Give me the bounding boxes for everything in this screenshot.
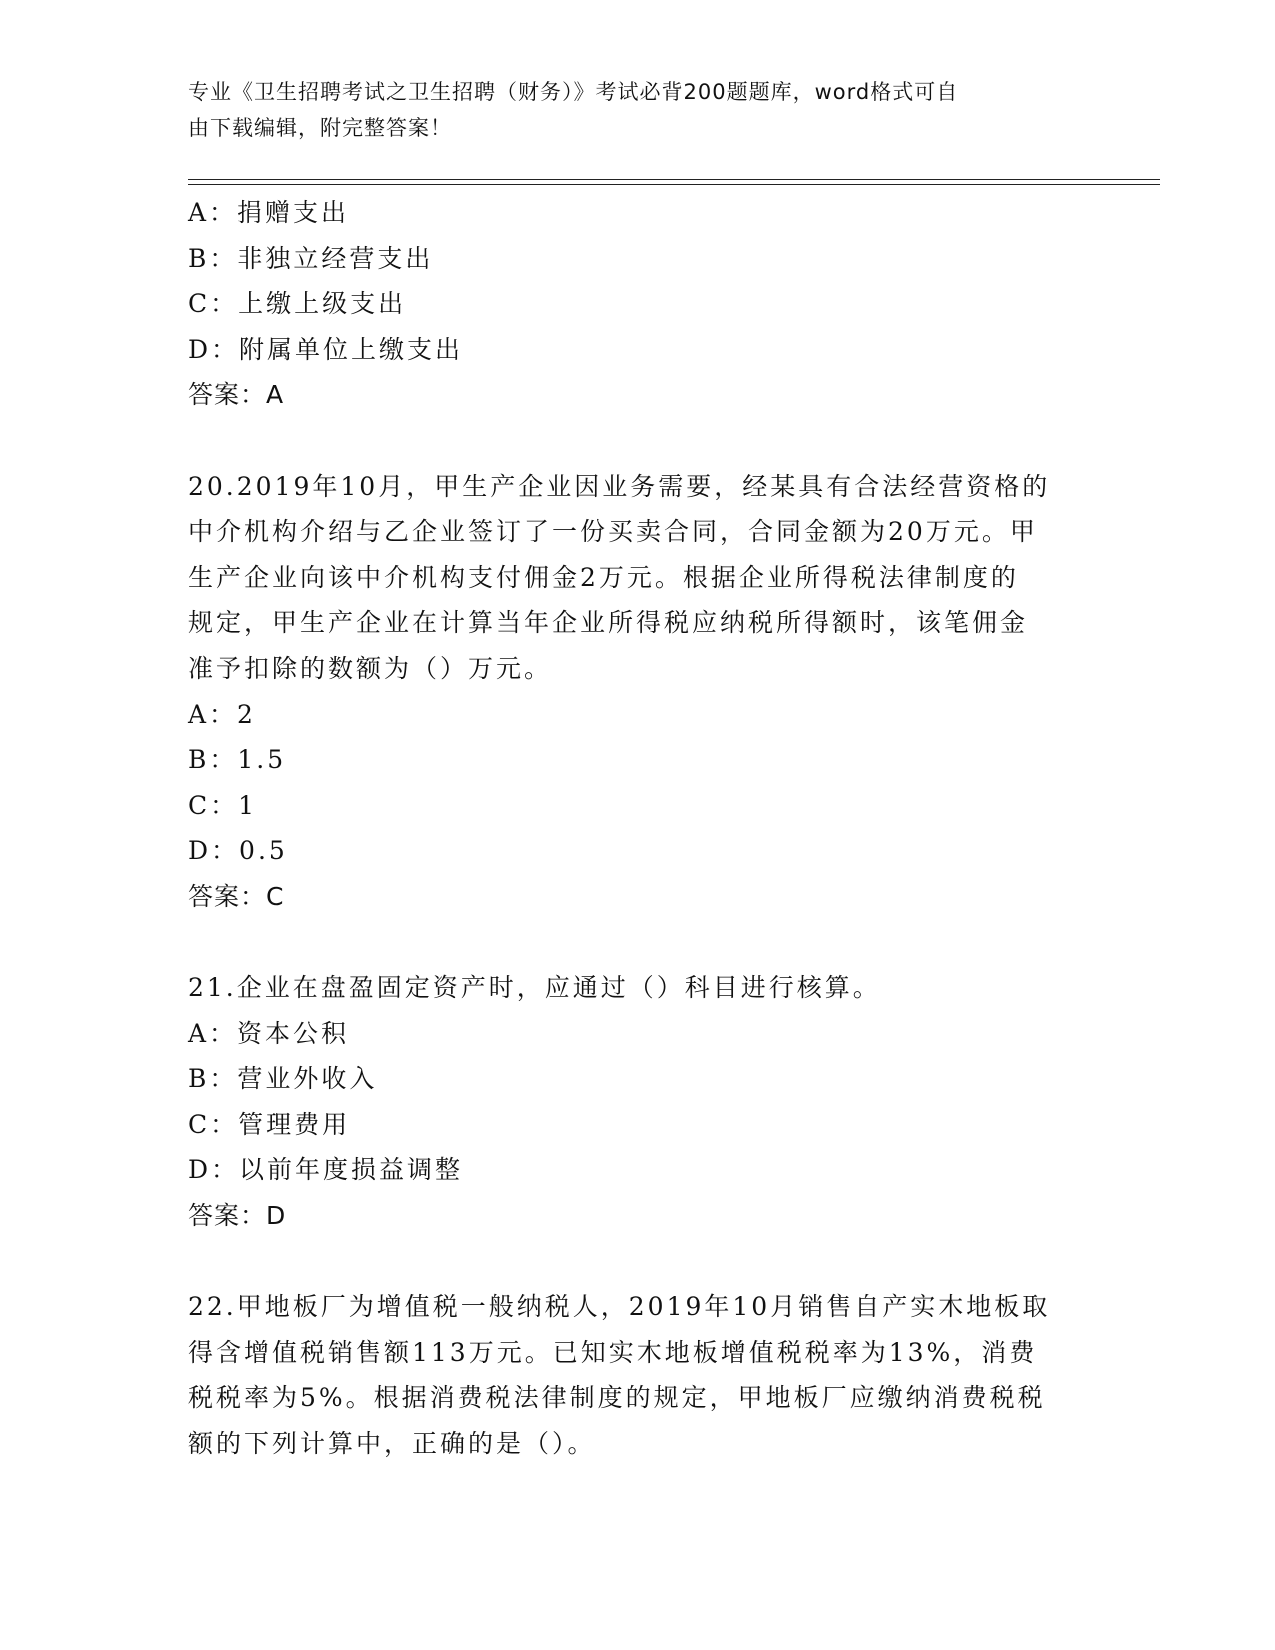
option-d: D：以前年度损益调整	[188, 1155, 464, 1185]
option-a: A：捐赠支出	[188, 198, 350, 227]
question-text-line: 得含增值税销售额113万元。已知实木地板增值税税率为13%，消费	[188, 1337, 1038, 1367]
question-19	[188, 190, 1088, 418]
question-22	[188, 1284, 1088, 1466]
question-21	[188, 965, 1088, 1239]
option-c: C：管理费用	[188, 1109, 351, 1139]
option-b: B：营业外收入	[188, 1064, 378, 1094]
question-text-line: 准予扣除的数额为（）万元。	[188, 653, 553, 683]
question-text-line: 中介机构介绍与乙企业签订了一份买卖合同，合同金额为20万元。甲	[188, 517, 1038, 547]
question-text-line: 额的下列计算中，正确的是（）。	[188, 1429, 596, 1459]
document-header	[188, 74, 1068, 146]
spacer	[188, 418, 1088, 464]
option-a: A：2	[188, 699, 256, 729]
option-b: B：1.5	[188, 745, 287, 775]
spacer	[188, 1239, 1088, 1285]
answer: 答案：D	[188, 1201, 287, 1231]
spacer	[188, 920, 1088, 966]
question-text-line: 税税率为5%。根据消费税法律制度的规定，甲地板厂应缴纳消费税税	[188, 1383, 1046, 1413]
question-20	[188, 464, 1088, 920]
header-divider-bottom	[188, 184, 1160, 185]
option-a: A：资本公积	[188, 1018, 350, 1048]
header-line-2: 由下载编辑，附完整答案！	[188, 116, 452, 140]
question-text-line: 规定，甲生产企业在计算当年企业所得税应纳税所得额时，该笔佣金	[188, 608, 1029, 638]
question-text-line: 22.甲地板厂为增值税一般纳税人，2019年10月销售自产实木地板取	[188, 1292, 1051, 1322]
header-divider-top	[188, 179, 1160, 180]
option-d: D：附属单位上缴支出	[188, 334, 464, 364]
option-c: C：上缴上级支出	[188, 289, 407, 319]
answer: 答案：A	[188, 380, 285, 410]
header-line-1: 专业《卫生招聘考试之卫生招聘（财务）》考试必背200题题库，word格式可自	[188, 80, 959, 104]
question-text-line: 20.2019年10月，甲生产企业因业务需要，经某具有合法经营资格的	[188, 471, 1051, 501]
option-b: B：非独立经营支出	[188, 243, 434, 273]
option-d: D：0.5	[188, 836, 288, 866]
option-c: C：1	[188, 790, 258, 820]
question-text-line: 21.企业在盘盈固定资产时，应通过（）科目进行核算。	[188, 973, 881, 1003]
question-content	[188, 190, 1088, 1467]
question-text-line: 生产企业向该中介机构支付佣金2万元。根据企业所得税法律制度的	[188, 562, 1019, 592]
answer: 答案：C	[188, 881, 285, 911]
